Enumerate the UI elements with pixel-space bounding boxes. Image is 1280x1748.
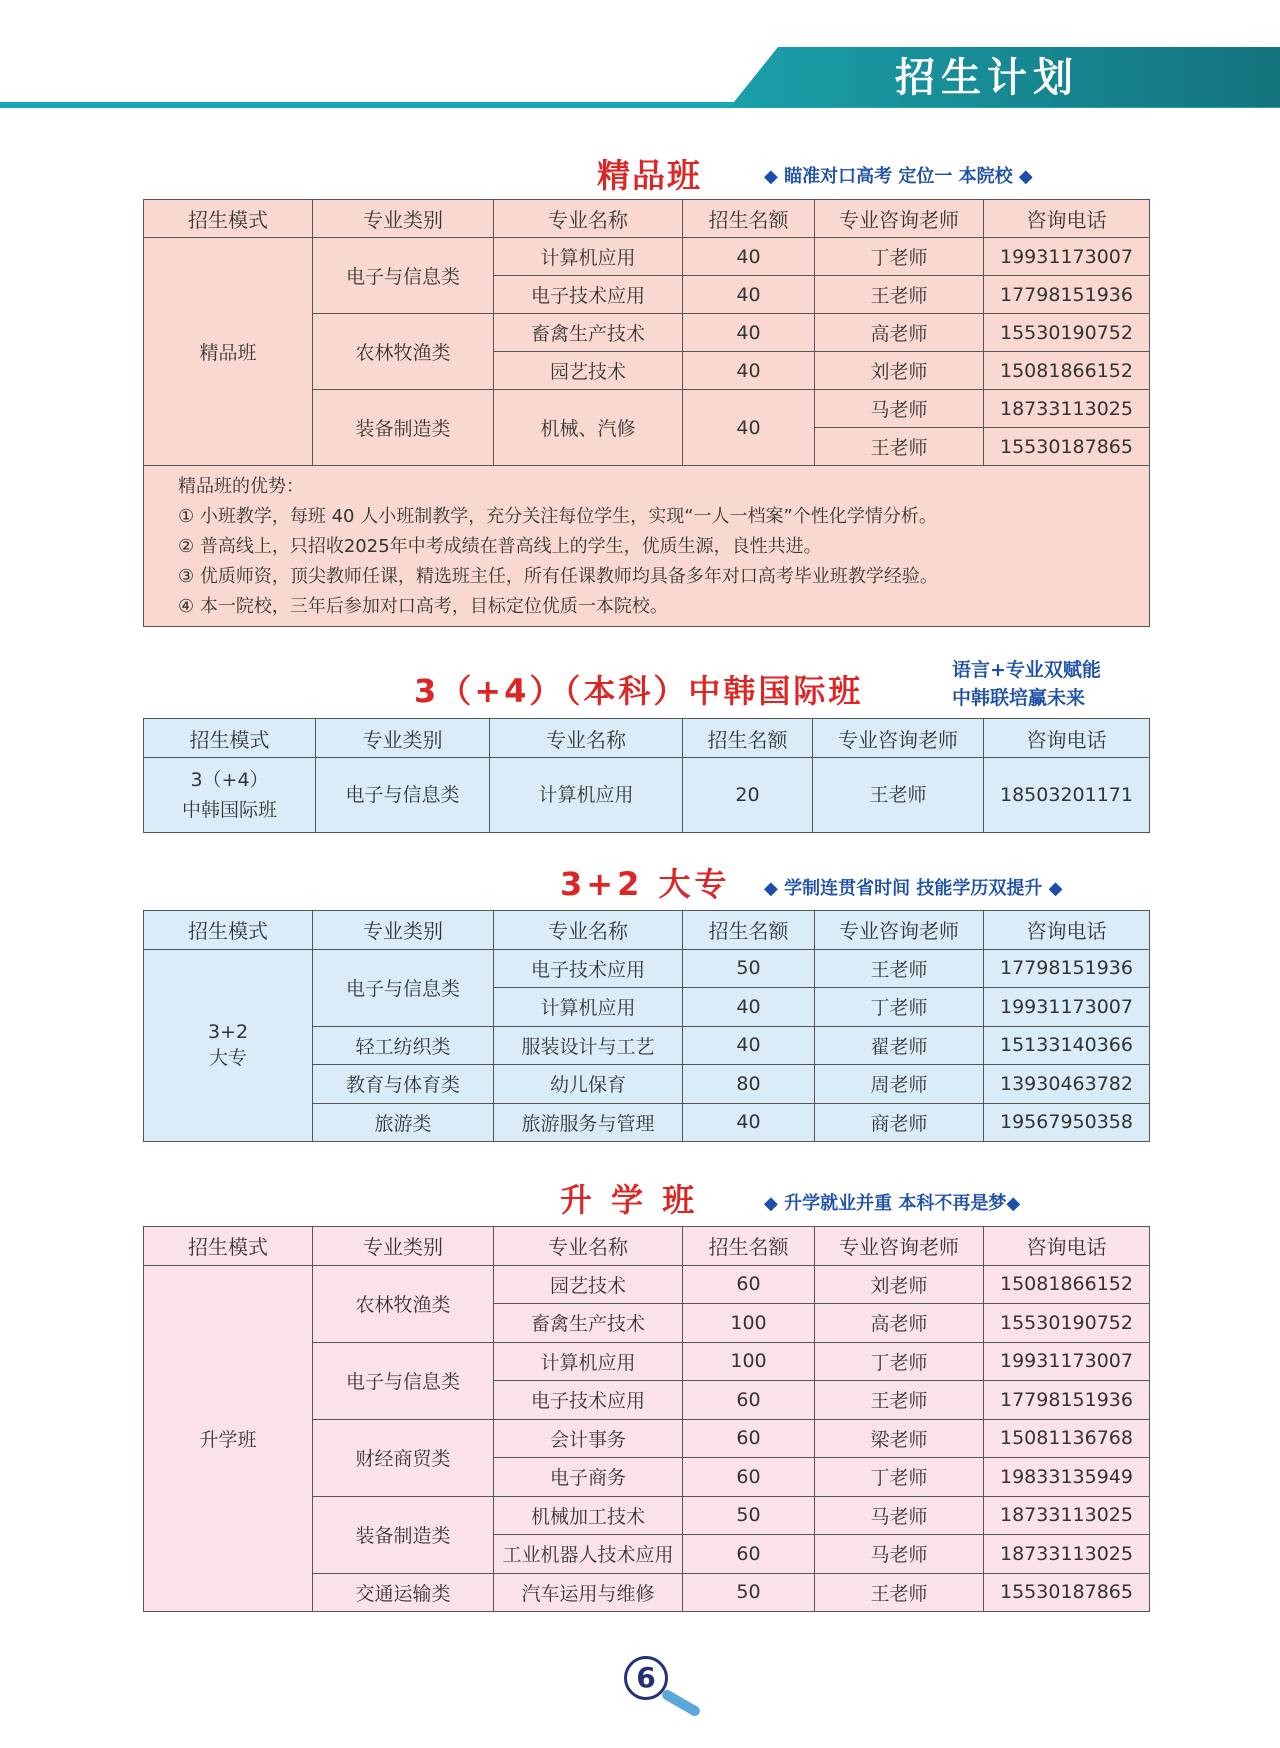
major-cell: 汽车运用与维修: [494, 1573, 683, 1612]
section-slogan-korea: [952, 656, 1101, 712]
section-title-shengxue: 升 学 班: [560, 1181, 699, 1219]
table-header-row: [144, 200, 1150, 238]
major-cell: 园艺技术: [494, 1265, 683, 1304]
phone-cell: 15530187865: [984, 428, 1150, 466]
page-number: 6: [624, 1656, 668, 1700]
col-phone: 咨询电话: [984, 200, 1150, 238]
quota-cell: 50: [683, 1573, 815, 1612]
phone-cell: 19931173007: [984, 238, 1150, 276]
major-cell: 幼儿保育: [494, 1065, 683, 1104]
phone-cell: 19833135949: [984, 1458, 1150, 1497]
quota-cell: 40: [683, 238, 815, 276]
phone-cell: 15081866152: [984, 352, 1150, 390]
phone-cell: 15530190752: [984, 314, 1150, 352]
mode-line: 3（+4）: [190, 769, 269, 791]
col-category: 专业类别: [313, 911, 494, 950]
quota-cell: 60: [683, 1535, 815, 1574]
mode-cell: [144, 758, 316, 833]
teacher-cell: 刘老师: [815, 1265, 984, 1304]
col-mode: 招生模式: [144, 1227, 313, 1266]
table-shengxue: [143, 1226, 1150, 1612]
quota-cell: 40: [683, 1026, 815, 1065]
phone-cell: 19567950358: [984, 1103, 1150, 1142]
mode-cell: 精品班: [144, 238, 313, 466]
quota-cell: 50: [683, 949, 815, 988]
advantages-title: 精品班的优势：: [178, 476, 304, 497]
col-teacher: 专业咨询老师: [815, 200, 984, 238]
quota-cell: 100: [683, 1304, 815, 1343]
category-cell: 交通运输类: [313, 1573, 494, 1612]
table-header-row: [144, 719, 1150, 758]
mode-line: 3+2: [207, 1020, 249, 1043]
teacher-cell: 高老师: [815, 1304, 984, 1343]
teacher-cell: 梁老师: [815, 1419, 984, 1458]
table-korea: [143, 718, 1150, 833]
major-cell: 会计事务: [494, 1419, 683, 1458]
phone-cell: 18733113025: [984, 1535, 1150, 1574]
section-title-korea: 3（+4）（本科）中韩国际班: [414, 672, 864, 710]
slogan-line: 语言+专业双赋能: [952, 659, 1101, 681]
magnifier-icon: [660, 1688, 701, 1718]
quota-cell: 40: [683, 352, 815, 390]
table-jingpin: [143, 199, 1150, 627]
major-cell: 电子技术应用: [494, 949, 683, 988]
major-cell: 电子商务: [494, 1458, 683, 1497]
advantage-item: ② 普高线上，只招收2025年中考成绩在普高线上的学生，优质生源，良性共进。: [178, 536, 822, 557]
section-title-dazhuan: 3+2 大专: [560, 865, 731, 903]
col-major: 专业名称: [494, 911, 683, 950]
quota-cell: 40: [683, 314, 815, 352]
col-teacher: 专业咨询老师: [815, 911, 984, 950]
category-cell: 电子与信息类: [313, 1342, 494, 1419]
col-teacher: 专业咨询老师: [813, 719, 984, 758]
major-cell: 计算机应用: [494, 988, 683, 1027]
mode-line: 大专: [208, 1046, 247, 1069]
phone-cell: 19931173007: [984, 1342, 1150, 1381]
phone-cell: 18733113025: [984, 390, 1150, 428]
major-cell: 机械、汽修: [494, 390, 683, 466]
table-header-row: [144, 911, 1150, 950]
phone-cell: 15081866152: [984, 1265, 1150, 1304]
teacher-cell: 丁老师: [815, 1458, 984, 1497]
section-slogan-jingpin: ◆ 瞄准对口高考 定位一 本院校 ◆: [764, 166, 1033, 187]
col-phone: 咨询电话: [984, 1227, 1150, 1266]
major-cell: 工业机器人技术应用: [494, 1535, 683, 1574]
phone-cell: 13930463782: [984, 1065, 1150, 1104]
table-row: [144, 238, 1150, 276]
teacher-cell: 商老师: [815, 1103, 984, 1142]
advantages-row: [144, 466, 1150, 627]
col-phone: 咨询电话: [984, 719, 1150, 758]
major-cell: 畜禽生产技术: [494, 314, 683, 352]
phone-cell: 17798151936: [984, 949, 1150, 988]
teacher-cell: 丁老师: [815, 988, 984, 1027]
major-cell: 电子技术应用: [494, 1381, 683, 1420]
mode-cell: [144, 949, 313, 1142]
phone-cell: 15133140366: [984, 1026, 1150, 1065]
col-mode: 招生模式: [144, 911, 313, 950]
slogan-line: 中韩联培赢未来: [952, 687, 1086, 709]
teacher-cell: 刘老师: [815, 352, 984, 390]
teacher-cell: 王老师: [815, 276, 984, 314]
col-mode: 招生模式: [144, 200, 313, 238]
table-dazhuan: [143, 910, 1150, 1142]
teacher-cell: 马老师: [815, 390, 984, 428]
col-major: 专业名称: [494, 200, 683, 238]
phone-cell: 18733113025: [984, 1496, 1150, 1535]
quota-cell: 80: [683, 1065, 815, 1104]
category-cell: 装备制造类: [313, 1496, 494, 1573]
phone-cell: 15530190752: [984, 1304, 1150, 1343]
col-mode: 招生模式: [144, 719, 316, 758]
table-row: [144, 758, 1150, 833]
advantage-item: ① 小班教学，每班 40 人小班制教学，充分关注每位学生，实现“一人一档案”个性化学情分析。: [178, 506, 937, 527]
major-cell: 电子技术应用: [494, 276, 683, 314]
quota-cell: 60: [683, 1419, 815, 1458]
col-quota: 招生名额: [683, 719, 813, 758]
section-slogan-dazhuan: ◆ 学制连贯省时间 技能学历双提升 ◆: [764, 878, 1063, 899]
category-cell: 旅游类: [313, 1103, 494, 1142]
phone-cell: 17798151936: [984, 1381, 1150, 1420]
table-row: [144, 1265, 1150, 1304]
col-quota: 招生名额: [683, 911, 815, 950]
section-slogan-shengxue: ◆ 升学就业并重 本科不再是梦◆: [764, 1193, 1021, 1214]
teacher-cell: 王老师: [813, 758, 984, 833]
category-cell: 教育与体育类: [313, 1065, 494, 1104]
col-major: 专业名称: [494, 1227, 683, 1266]
quota-cell: 60: [683, 1265, 815, 1304]
major-cell: 园艺技术: [494, 352, 683, 390]
major-cell: 旅游服务与管理: [494, 1103, 683, 1142]
page-title: 招生计划: [895, 55, 1079, 101]
phone-cell: 17798151936: [984, 276, 1150, 314]
quota-cell: 60: [683, 1381, 815, 1420]
major-cell: 服装设计与工艺: [494, 1026, 683, 1065]
category-cell: 农林牧渔类: [313, 314, 494, 390]
mode-cell: 升学班: [144, 1265, 313, 1612]
major-cell: 畜禽生产技术: [494, 1304, 683, 1343]
teacher-cell: 王老师: [815, 1573, 984, 1612]
teacher-cell: 丁老师: [815, 238, 984, 276]
category-cell: 电子与信息类: [313, 949, 494, 1026]
col-teacher: 专业咨询老师: [815, 1227, 984, 1266]
teacher-cell: 丁老师: [815, 1342, 984, 1381]
phone-cell: 15081136768: [984, 1419, 1150, 1458]
category-cell: 农林牧渔类: [313, 1265, 494, 1342]
quota-cell: 20: [683, 758, 813, 833]
col-phone: 咨询电话: [984, 911, 1150, 950]
teacher-cell: 马老师: [815, 1496, 984, 1535]
category-cell: 电子与信息类: [316, 758, 490, 833]
phone-cell: 19931173007: [984, 988, 1150, 1027]
col-major: 专业名称: [490, 719, 683, 758]
quota-cell: 100: [683, 1342, 815, 1381]
advantage-item: ④ 本一院校，三年后参加对口高考，目标定位优质一本院校。: [178, 596, 668, 617]
teacher-cell: 王老师: [815, 949, 984, 988]
col-quota: 招生名额: [683, 200, 815, 238]
teacher-cell: 周老师: [815, 1065, 984, 1104]
col-category: 专业类别: [313, 200, 494, 238]
category-cell: 装备制造类: [313, 390, 494, 466]
quota-cell: 40: [683, 390, 815, 466]
col-category: 专业类别: [316, 719, 490, 758]
teacher-cell: 王老师: [815, 1381, 984, 1420]
quota-cell: 40: [683, 988, 815, 1027]
phone-cell: 18503201171: [984, 758, 1150, 833]
col-category: 专业类别: [313, 1227, 494, 1266]
advantage-item: ③ 优质师资，顶尖教师任课，精选班主任，所有任课教师均具备多年对口高考毕业班教学经验。: [178, 566, 938, 587]
teacher-cell: 翟老师: [815, 1026, 984, 1065]
teacher-cell: 高老师: [815, 314, 984, 352]
major-cell: 计算机应用: [490, 758, 683, 833]
table-row: [144, 949, 1150, 988]
quota-cell: 60: [683, 1458, 815, 1497]
phone-cell: 15530187865: [984, 1573, 1150, 1612]
teacher-cell: 王老师: [815, 428, 984, 466]
quota-cell: 40: [683, 276, 815, 314]
category-cell: 电子与信息类: [313, 238, 494, 314]
quota-cell: 50: [683, 1496, 815, 1535]
major-cell: 计算机应用: [494, 1342, 683, 1381]
mode-line: 中韩国际班: [181, 799, 277, 821]
table-header-row: [144, 1227, 1150, 1266]
quota-cell: 40: [683, 1103, 815, 1142]
col-quota: 招生名额: [683, 1227, 815, 1266]
category-cell: 财经商贸类: [313, 1419, 494, 1496]
teacher-cell: 马老师: [815, 1535, 984, 1574]
category-cell: 轻工纺织类: [313, 1026, 494, 1065]
section-title-jingpin: 精品班: [597, 156, 702, 195]
advantages-cell: [144, 466, 1150, 627]
major-cell: 计算机应用: [494, 238, 683, 276]
major-cell: 机械加工技术: [494, 1496, 683, 1535]
